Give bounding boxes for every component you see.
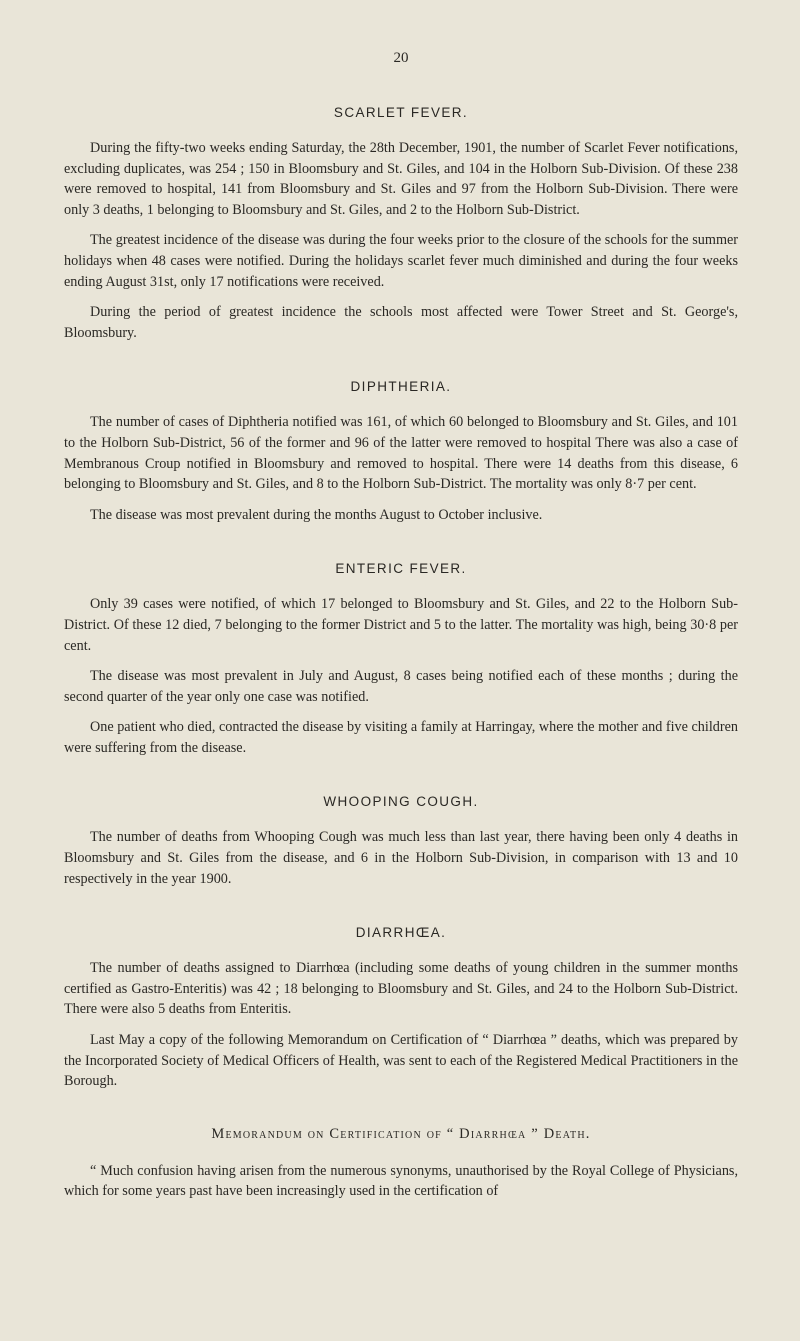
- diphtheria-paragraph-2: The disease was most prevalent during the months August to October inclusive.: [90, 506, 543, 523]
- whooping-cough-paragraph-1: The number of deaths from Whooping Cough was much less than last year, there having been only 4 deaths in Bloomsbury and St. Giles from the disease, and 6 in the Holborn Sub-Division, in comparison with 13 and 10 respectively in the year 1900.: [64, 829, 738, 887]
- section-enteric-fever: [64, 561, 738, 758]
- memorandum-paragraph-1: “ Much confusion having arisen from the numerous synonyms, unauthorised by the Royal College of Physicians, which for some years past have been increasingly used in the certification of: [64, 1162, 738, 1200]
- diphtheria-paragraph-1: The number of cases of Diphtheria notified was 161, of which 60 belonged to Bloomsbury and St. Giles, and 101 to the Holborn Sub-District, 56 of the former and 96 of the latter were removed to hospital There was also a case of Membranous Croup notified in Bloomsbury and removed to hospital. There were 14 deaths from this disease, 6 belonging to Bloomsbury and St. Giles, and 8 to the Holborn Sub-District. The mortality was only 8·7 per cent.: [64, 414, 738, 493]
- heading-diarrhoea: DIARRHŒA.: [355, 925, 447, 941]
- scarlet-fever-paragraph-2: The greatest incidence of the disease was during the four weeks prior to the closure of the schools for the summer holidays when 48 cases were notified. During the holidays scarlet fever much diminished and during the four weeks ending August 31st, only 17 notifications were received.: [64, 232, 738, 290]
- section-whooping-cough: [64, 794, 738, 889]
- heading-memorandum: Memorandum on Certification of “ Diarrhœa ” Death.: [211, 1125, 591, 1142]
- enteric-fever-paragraph-1: Only 39 cases were notified, of which 17 belonged to Bloomsbury and St. Giles, and 22 to the Holborn Sub-District. Of these 12 died, 7 belonging to the former District and 5 to the latter. The mortality was high, being 30·8 per cent.: [64, 596, 738, 654]
- diarrhoea-paragraph-1: The number of deaths assigned to Diarrhœa (including some deaths of young children in the summer months certified as Gastro-Enteritis) was 42 ; 18 belonging to Bloomsbury and St. Giles, and 24 to the Holborn Sub-District. There were also 5 deaths from Enteritis.: [64, 960, 738, 1018]
- section-diphtheria: [64, 379, 738, 525]
- section-memorandum: [64, 1126, 738, 1202]
- enteric-fever-paragraph-3: One patient who died, contracted the disease by visiting a family at Harringay, where the mother and five children were suffering from the disease.: [64, 719, 738, 756]
- section-diarrhoea: [64, 925, 738, 1092]
- scarlet-fever-paragraph-3: During the period of greatest incidence the schools most affected were Tower Street and St. George's, Bloomsbury.: [64, 304, 738, 341]
- heading-scarlet-fever: SCARLET FEVER.: [333, 105, 469, 120]
- heading-whooping-cough: WHOOPING COUGH.: [323, 794, 479, 810]
- heading-enteric-fever: ENTERIC FEVER.: [335, 561, 467, 577]
- scarlet-fever-paragraph-1: During the fifty-two weeks ending Saturday, the 28th December, 1901, the number of Scarlet Fever notifications, excluding duplicates, was 254 ; 150 in Bloomsbury and St. Giles, and 104 in the Holborn Sub-Division. Of these 238 were removed to hospital, 141 from Bloomsbury and St. Giles and 97 from the Holborn Sub-Division. There were only 3 deaths, 1 belonging to Bloomsbury and St. Giles, and 2 to the Holborn Sub-District.: [64, 140, 738, 218]
- page-number: 20: [393, 50, 409, 66]
- enteric-fever-paragraph-2: The disease was most prevalent in July and August, 8 cases being notified each of these months ; during the second quarter of the year only one case was notified.: [64, 668, 738, 705]
- section-scarlet-fever: [64, 105, 738, 343]
- heading-diphtheria: DIPHTHERIA.: [350, 379, 452, 395]
- diarrhoea-paragraph-2: Last May a copy of the following Memorandum on Certification of “ Diarrhœa ” deaths, which was prepared by the Incorporated Society of Medical Officers of Health, was sent to each of the Registered Medical Practitioners in the Borough.: [64, 1032, 738, 1090]
